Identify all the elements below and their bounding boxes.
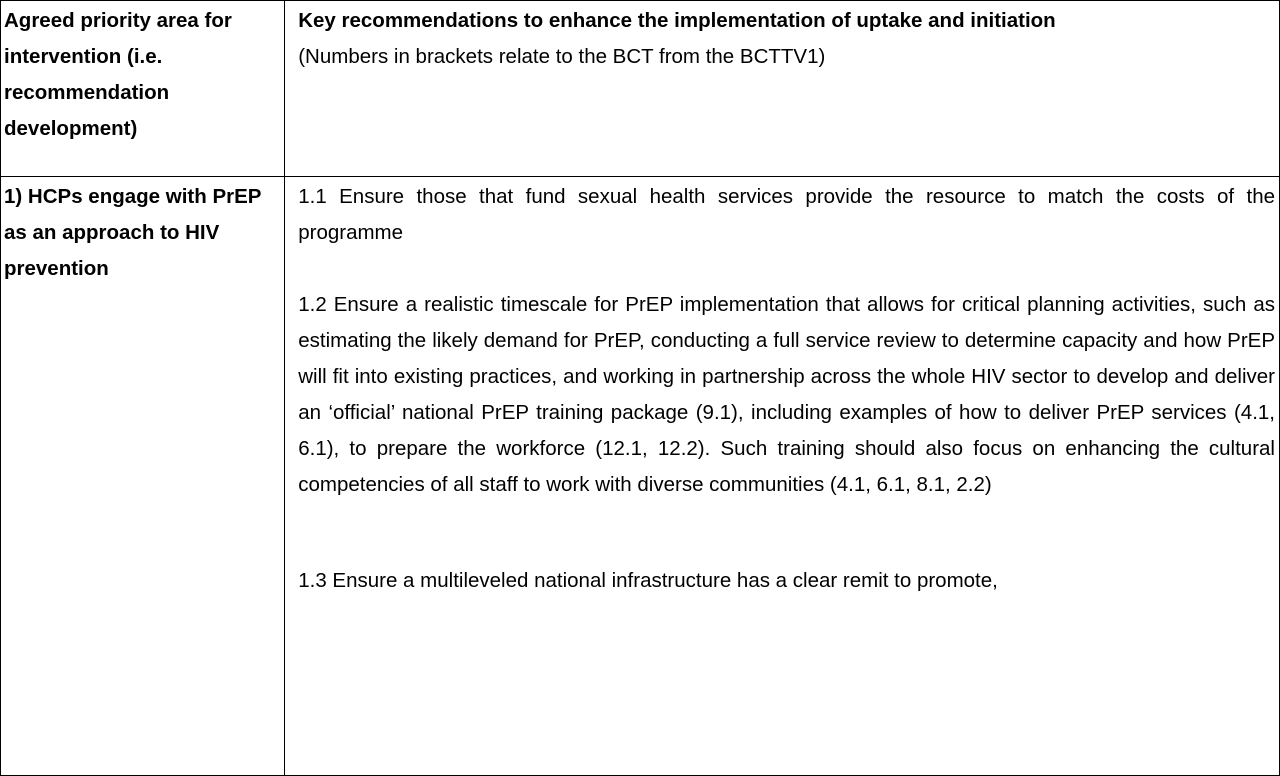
recommendations-cell bbox=[285, 177, 1280, 776]
priority-area-text: 1) HCPs engage with PrEP as an approach to HIV prevention bbox=[4, 185, 262, 280]
table-header-row bbox=[1, 1, 1280, 177]
priority-area-cell bbox=[1, 177, 285, 776]
header-key-recommendations-title: Key recommendations to enhance the implementation of uptake and initiation bbox=[298, 9, 1056, 32]
header-key-recommendations bbox=[285, 1, 1280, 177]
paragraph-spacer bbox=[298, 251, 1275, 287]
header-priority-area-text: Agreed priority area for intervention (i.e. recommendation development) bbox=[4, 9, 232, 140]
recommendation-1-2: 1.2 Ensure a realistic timescale for PrEP implementation that allows for critical planning activities, such as estimating the likely demand for PrEP, conducting a full service review to determine capacity and how PrEP will fit into existing practices, and working in partnership across the whole HIV sector to develop and deliver an ‘official’ national PrEP training package (9.1), including examples of how to deliver PrEP services (4.1, 6.1), to prepare the workforce (12.1, 12.2). Such training should also focus on enhancing the cultural competencies of all staff to work with diverse communities (4.1, 6.1, 8.1, 2.2) bbox=[298, 293, 1275, 496]
recommendation-1-1: 1.1 Ensure those that fund sexual health services provide the resource to match the costs of the programme bbox=[298, 185, 1275, 244]
header-priority-area bbox=[1, 1, 285, 177]
recommendation-1-3: 1.3 Ensure a multileveled national infrastructure has a clear remit to promote, bbox=[298, 569, 998, 592]
header-bct-note: (Numbers in brackets relate to the BCT from the BCTTV1) bbox=[298, 45, 826, 68]
table-row bbox=[1, 177, 1280, 776]
paragraph-spacer bbox=[298, 503, 1275, 563]
